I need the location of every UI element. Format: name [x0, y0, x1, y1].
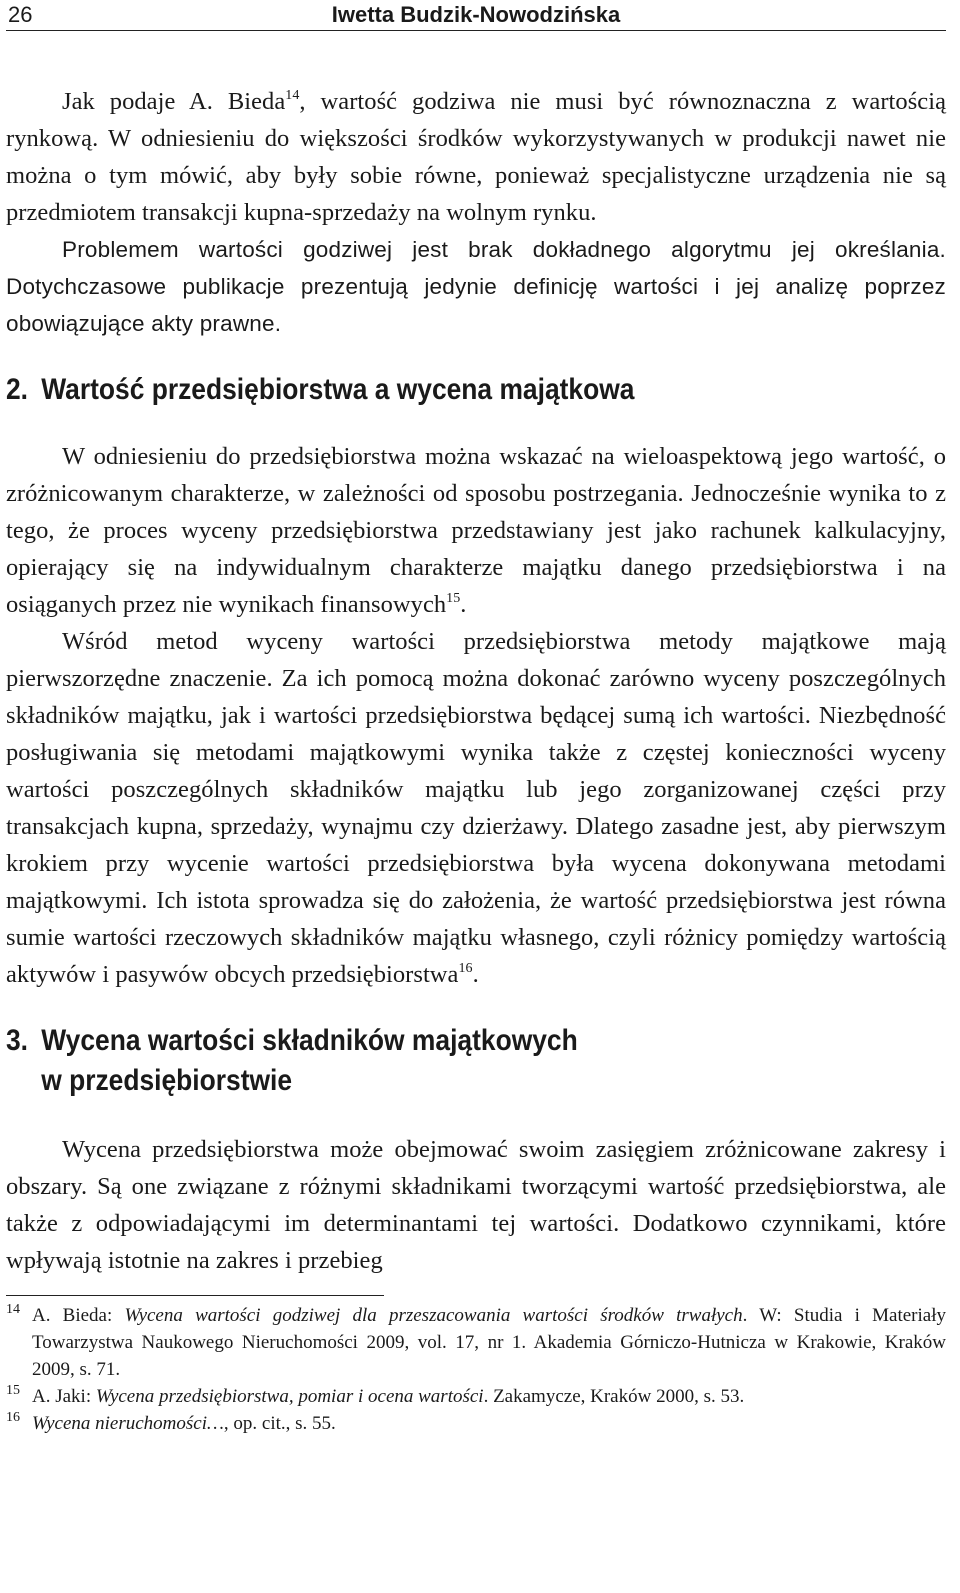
paragraph-text: , wartość godziwa nie musi być równoznaczna z wartością rynkową. W odniesieniu do większości środków wykorzystywanych w produkcji nawet nie można o tym mówić, aby były sobie równe, ponieważ specjalistyczne urządzenia nie są przedmiotem transakcji kupna-sprzedaży na wolnym rynku.: [6, 88, 946, 226]
footnote-details: . Zakamycze, Kraków 2000, s. 53.: [483, 1386, 745, 1407]
footnote-author: A. Jaki:: [32, 1386, 96, 1407]
paragraph-text: Wśród metod wyceny wartości przedsiębiorstwa metody majątkowe mają pierwszorzędne znaczenie. Za ich pomocą można dokonać zarówno wyceny poszczególnych składników majątku, jak i wartości przedsiębiorstwa będącej sumą ich wartości. Niezbędność posługiwania się metodami majątkowymi wynika także z częstej konieczności wyceny wartości poszczególnych składników majątku lub jego zorganizowanej części przy transakcjach kupna, sprzedaży, wynajmu czy dzierżawy. Dlatego zasadne jest, aby pierwszym krokiem przy wycenie wartości przedsiębiorstwa była wycena dokonywana metodami majątkowymi. Ich istota sprowadza się do założenia, że wartość przedsiębiorstwa jest równa sumie wartości rzeczowych składników majątku własnego, czyli różnicy pomiędzy wartością aktywów i pasywów obcych przedsiębiorstwa: [6, 628, 946, 988]
paragraph: Problemem wartości godziwej jest brak dokładnego algorytmu jej określania. Dotychczasowe publikacje prezentują jedynie definicję wartości i jej analizę poprzez obowiązujące akty prawne.: [6, 237, 946, 336]
section-heading: [6, 370, 833, 410]
paragraph-text: .: [460, 591, 467, 618]
paragraph-text: W odniesieniu do przedsiębiorstwa można wskazać na wieloaspektową jego wartość, o zróżnicowanym charakterze, w zależności od sposobu postrzegania. Jednocześnie wynika to z tego, że proces wyceny przedsiębiorstwa przedstawiany jest jako rachunek kalkulacyjny, opierający się na indywidualnym charakterze majątku danego przedsiębiorstwa i na osiąganych przez nie wynikach finansowych: [6, 443, 946, 618]
footnote-ref[interactable]: 15: [446, 591, 461, 606]
section-heading: [6, 1021, 833, 1101]
paragraph: [6, 438, 946, 623]
footnote-title: Wycena przedsiębiorstwa, pomiar i ocena wartości: [95, 1386, 484, 1407]
paragraph-text: .: [472, 961, 479, 988]
footnote-number: 14: [6, 1302, 20, 1317]
footnote-number: 16: [6, 1410, 20, 1425]
running-header: [6, 2, 946, 31]
footnote: [6, 1383, 946, 1410]
footnote: [6, 1302, 946, 1383]
footnote-details: . W: Studia i Materiały Towarzystwa Naukowego Nieruchomości 2009, vol. 17, nr 1. Akademia Górniczo-Hutnicza w Krakowie, Kraków 2009, s. 71.: [32, 1305, 947, 1380]
footnote-title: Wycena nieruchomości…: [32, 1413, 224, 1434]
paragraph: Wycena przedsiębiorstwa może obejmować swoim zasięgiem zróżnicowane zakresy i obszary. Są one związane z różnymi składnikami tworzącymi wartość przedsiębiorstwa, ale także z odpowiadającymi im determinantami tej wartości. Dodatkowo czynnikami, które wpływają istotnie na zakres i przebieg: [6, 1136, 946, 1274]
footnote: [6, 1410, 946, 1437]
footnote-title: Wycena wartości godziwej dla przeszacowania wartości środków trwałych: [124, 1305, 743, 1326]
document-page: [6, 0, 946, 1593]
paragraph: [6, 83, 946, 231]
section-number: 2.: [6, 373, 29, 406]
section-title-line-2: w przedsiębiorstwie: [41, 1064, 293, 1097]
body-text: [6, 83, 946, 1279]
section-number: 3.: [6, 1024, 29, 1057]
running-author: Iwetta Budzik-Nowodzińska: [331, 2, 621, 27]
section-title-line-1: Wycena wartości składników majątkowych: [41, 1024, 578, 1057]
page-number: 26: [8, 2, 33, 27]
footnote-ref[interactable]: 14: [285, 88, 300, 103]
paragraph-text: Jak podaje A. Bieda: [62, 88, 286, 115]
paragraph: [6, 623, 946, 993]
footnote-divider: [6, 1295, 384, 1296]
footnotes: [6, 1302, 946, 1437]
footnote-number: 15: [6, 1383, 20, 1398]
footnote-details: , op. cit., s. 55.: [223, 1413, 336, 1434]
section-title: Wartość przedsiębiorstwa a wycena majątkowa: [41, 373, 635, 406]
footnote-ref[interactable]: 16: [458, 961, 473, 976]
footnote-author: A. Bieda:: [32, 1305, 125, 1326]
